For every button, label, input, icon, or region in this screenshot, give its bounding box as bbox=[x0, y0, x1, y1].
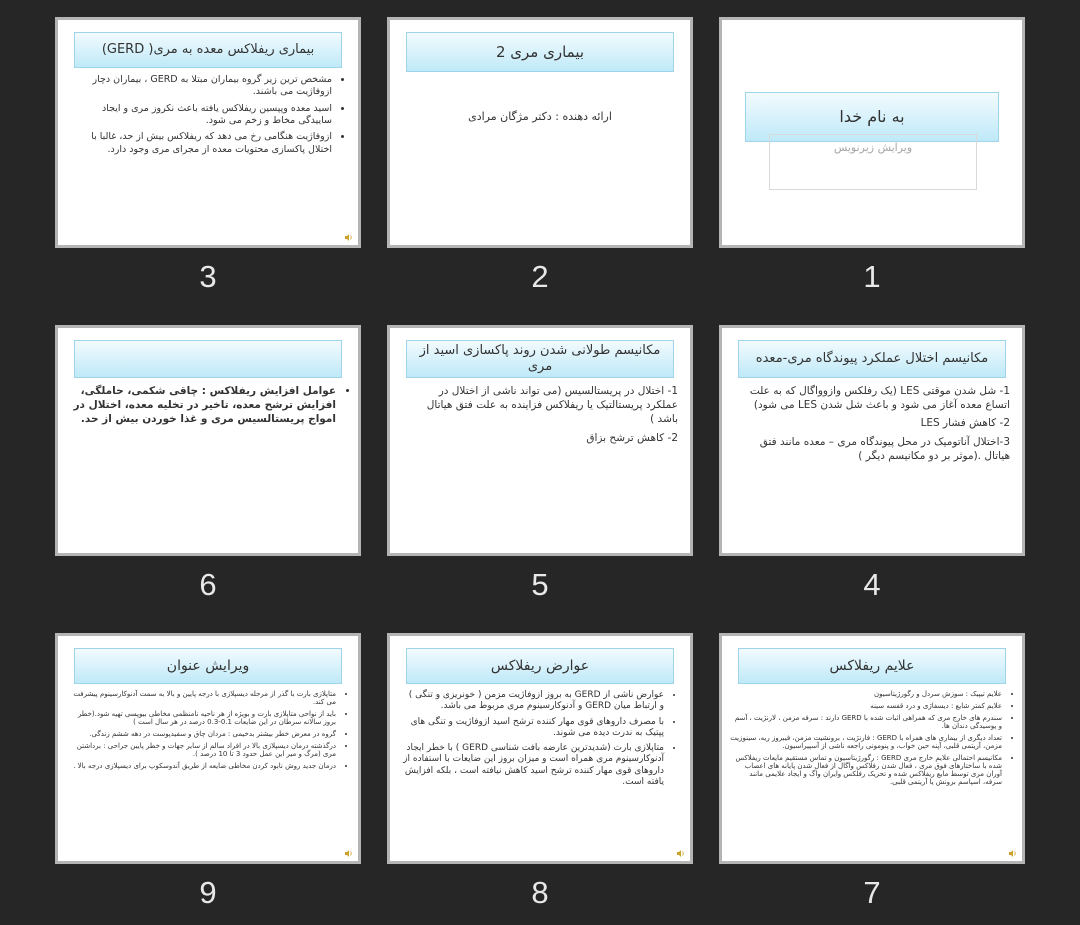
bullet-item: • علایم تیپیک : سوزش سردل و رگورژیتاسیون bbox=[730, 690, 1002, 698]
body-line: 1- اختلال در پریستالسیس (می تواند ناشی از اختلال در عملکرد پریستالتیک یا ریفلاکس فزاینده به علت فتق هیاتال باشد ) bbox=[426, 385, 678, 426]
bullet-item: • اسید معده وپپسین ریفلاکس یافته باعث نکروز مری و ایجاد ساییدگی مخاط و زخم می شود. bbox=[70, 103, 332, 128]
bullet-item: • تعداد دیگری از بیماری های همراه با GERD : فارنژیت ، برونشیت مزمن، فیبروز ریه، سینوزیت مزمن، آریتمی قلبی، آپنه حین خواب، و پنومونی راجعه ناشی از آسپیراسیون. bbox=[730, 734, 1002, 750]
bullet-item: • مکانیسم احتمالی علایم خارج مری GERD : رگورژیتاسیون و تماس مستقیم مایعات ریفلاکس شده با ساختارهای فوق مری ، فعال شدن رفلاکس واگال از فعال شدن پایانه های اعصاب آوران مری توسط مایع ریفلاکس شده و تحریک رفلکس وایران واگ و ایجاد علایمی مانند سرفه، اسپاسم برونش یا آریتمی قلبی. bbox=[730, 754, 1002, 786]
slide-body bbox=[70, 690, 348, 774]
slide-body bbox=[730, 690, 1014, 790]
speaker-icon bbox=[677, 850, 685, 857]
bullet-item: • علایم کمتر شایع : دیسفاژی و درد قفسه سینه bbox=[730, 702, 1002, 710]
slide-body bbox=[402, 690, 676, 792]
bullet-item: • با مصرف داروهای قوی مهار کننده ترشح اسید ازوفاژیت و تنگی های پپتیک به ندرت دیده می شوند. bbox=[402, 717, 664, 740]
subtitle-placeholder: ویرایش زیرنویس bbox=[769, 134, 977, 190]
slide-number-9: 9 bbox=[199, 875, 217, 910]
slide-number-4: 4 bbox=[863, 567, 881, 602]
bullet-item: • درگذشته درمان دیسپلازی بالا در افراد سالم از سایر جهات و خطر پایین جراحی : برداشتن مری (مرگ و میر این عمل حدود 3 تا 10 درصد ). bbox=[70, 742, 336, 758]
slide-number-2: 2 bbox=[531, 259, 549, 294]
slide-title: بیماری ریفلاکس معده به مری( GERD) bbox=[74, 32, 342, 68]
slide-title: به نام خدا bbox=[745, 92, 999, 142]
slide-title: مکانیسم اختلال عملکرد پیوندگاه مری-معده bbox=[738, 340, 1006, 378]
slide-body bbox=[70, 74, 344, 160]
slide-title: ویرایش عنوان bbox=[74, 648, 342, 684]
bullet-item: • متاپلازی بارت با گذر از مرحله دیسپلازی با درجه پایین و بالا به سمت آدنوکارسینوم پیشرفت می کند. bbox=[70, 690, 336, 706]
slide-thumbnail-1[interactable] bbox=[719, 17, 1025, 248]
slide-body bbox=[72, 384, 348, 431]
slide-title: علایم ریفلاکس bbox=[738, 648, 1006, 684]
bullet-item: • درمان جدید روش نابود کردن مخاطی ضایعه از طریق آندوسکوپ برای دیسپلازی درجه بالا . bbox=[70, 762, 336, 770]
body-line: 3-اختلال آناتومیک در محل پیوندگاه مری – معده مانند فتق هیاتال .(موثر بر دو مکانیسم دیگر ) bbox=[759, 435, 1010, 462]
bullet-item: • عوامل افزایش ریفلاکس : چاقی شکمی، حاملگی، افزایش ترشح معده، تاخیر در تخلیه معده، اختلال در امواج پریستالسیس مری و غذا خوردن بیش از حد. bbox=[72, 384, 336, 427]
bullet-item: • عوارض ناشی از GERD به بروز ازوفاژیت مزمن ( خونریزی و تنگی ) و ارتباط میان GERD و آدنوکارسینوم مری مربوط می باشد. bbox=[402, 690, 664, 713]
presenter-text: ارائه دهنده : دکتر مژگان مرادی bbox=[468, 110, 612, 123]
body-line: 2- کاهش ترشح بزاق bbox=[586, 431, 678, 444]
bullet-item: • گروه در معرض خطر بیشتر بدخیمی : مردان چاق و سفیدپوست در دهه ششم زندگی. bbox=[70, 730, 336, 738]
slide-title: عوارض ریفلاکس bbox=[406, 648, 674, 684]
bullet-item: • مشخص ترین زیر گروه بیماران مبتلا به GERD ، بیماران دچار ازوفاژیت می باشند. bbox=[70, 74, 332, 99]
slide-number-8: 8 bbox=[531, 875, 549, 910]
bullet-item: • سندرم های خارج مری که همراهی اثبات شده با GERD دارند : سرفه مزمن ، لارنژیت ، آسم و پوسیدگی دندان ها. bbox=[730, 714, 1002, 730]
slide-thumbnail-8[interactable] bbox=[387, 633, 693, 864]
slide-number-7: 7 bbox=[863, 875, 881, 910]
slide-thumbnail-5[interactable] bbox=[387, 325, 693, 556]
speaker-icon bbox=[345, 850, 353, 857]
slide-title bbox=[74, 340, 342, 378]
slide-body bbox=[736, 384, 1010, 467]
slide-thumbnail-6[interactable] bbox=[55, 325, 361, 556]
slide-thumbnail-9[interactable] bbox=[55, 633, 361, 864]
bullet-item: • متاپلازی بارت (شدیدترین عارضه بافت شناسی GERD ) با خطر ایجاد آدنوکارسینوم مری همراه است و میزان بروز این ضایعات با استفاده از داروهای قوی مهار کننده ترشح اسید کاهش نیافته است ، بلکه افزایش یافته است. bbox=[402, 743, 664, 788]
slide-title: مکانیسم طولانی شدن روند پاکسازی اسید از مری bbox=[406, 340, 674, 378]
body-line: 2- کاهش فشار LES bbox=[920, 417, 1010, 430]
slide-number-1: 1 bbox=[863, 259, 881, 294]
slide-number-6: 6 bbox=[199, 567, 217, 602]
slide-thumbnail-3[interactable] bbox=[55, 17, 361, 248]
bullet-item: • ازوفاژیت هنگامی رخ می دهد که ریفلاکس بیش از حد، غالبا با اختلال پاکسازی محتویات معده از مجرای مری وجود دارد. bbox=[70, 131, 332, 156]
slide-thumbnail-2[interactable] bbox=[387, 17, 693, 248]
slide-number-5: 5 bbox=[531, 567, 549, 602]
body-line: 1- شل شدن موقتی LES (یک رفلکس وازوواگال که به علت اتساع معده آغاز می شود و باعث شل شدن LES می شود) bbox=[749, 385, 1010, 412]
slide-thumbnail-7[interactable] bbox=[719, 633, 1025, 864]
slide-number-3: 3 bbox=[199, 259, 217, 294]
slide-body bbox=[414, 384, 678, 449]
slide-title: بیماری مری 2 bbox=[406, 32, 674, 72]
speaker-icon bbox=[1009, 850, 1017, 857]
speaker-icon bbox=[345, 234, 353, 241]
bullet-item: • باید از نواحی متاپلازی بارت و بویژه از هر ناحیه نامنظمی مخاطی بیوپسی تهیه شود.(خطر بروز سالانه سرطان در این ضایعات 0.1-0.3 درصد در هر سال است ) bbox=[70, 710, 336, 726]
slide-thumbnail-4[interactable] bbox=[719, 325, 1025, 556]
